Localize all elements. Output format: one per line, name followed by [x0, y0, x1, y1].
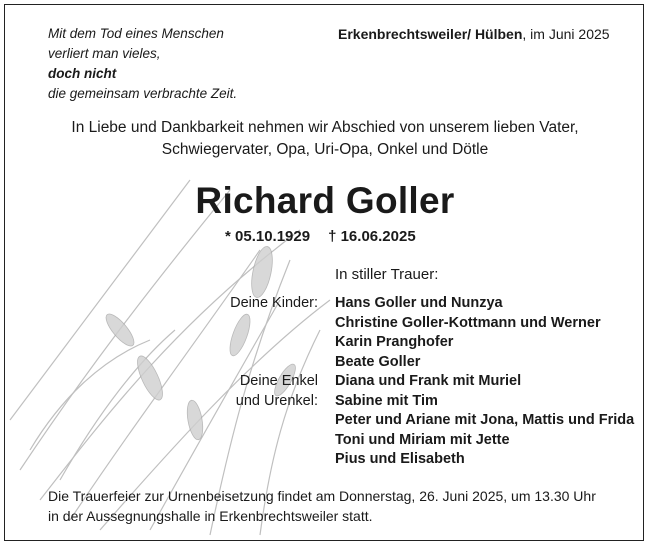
- children-label: Deine Kinder:: [230, 295, 318, 311]
- birth-date: * 05.10.1929: [225, 228, 311, 245]
- motto-line: verliert man vieles,: [48, 46, 161, 61]
- intro-line: In Liebe und Dankbarkeit nehmen wir Abschied von unserem lieben Vater,: [71, 119, 579, 136]
- mourning-heading: In stiller Trauer:: [335, 266, 439, 283]
- intro-line: Schwiegervater, Opa, Uri-Opa, Onkel und Dötle: [161, 141, 489, 158]
- death-date: † 16.06.2025: [328, 228, 416, 245]
- grandchildren-label: [148, 372, 318, 411]
- list-item: Toni und Miriam mit Jette: [335, 431, 510, 448]
- motto-verse: [48, 24, 237, 104]
- label-line: Deine Enkel: [239, 373, 318, 389]
- label-line: und Urenkel:: [235, 392, 318, 409]
- footer-line: Die Trauerfeier zur Urnenbeisetzung findet am Donnerstag, 26. Juni 2025, um 13.30 Uhr: [48, 488, 596, 504]
- footer-line: in der Aussegnungshalle in Erkenbrechtsweiler statt.: [48, 508, 373, 524]
- motto-line: Mit dem Tod eines Menschen: [48, 26, 224, 41]
- life-dates: [225, 228, 416, 245]
- date: , im Juni 2025: [522, 26, 610, 42]
- list-item: Pius und Elisabeth: [335, 451, 465, 467]
- motto-line: die gemeinsam verbrachte Zeit.: [48, 86, 238, 101]
- list-item: Christine Goller-Kottmann und Werner: [335, 314, 601, 331]
- grandchildren-list: [335, 372, 634, 470]
- list-item: Sabine mit Tim: [335, 392, 438, 409]
- intro-text: [0, 117, 650, 161]
- list-item: Beate Goller: [335, 353, 421, 370]
- motto-line: doch nicht: [48, 66, 117, 81]
- list-item: Peter und Ariane mit Jona, Mattis und Frida: [335, 412, 635, 428]
- list-item: Diana und Frank mit Muriel: [335, 373, 522, 389]
- deceased-name: Richard Goller: [195, 180, 455, 221]
- list-item: Hans Goller und Nunzya: [335, 295, 503, 311]
- funeral-info: [48, 486, 596, 526]
- place-date: [338, 24, 610, 44]
- list-item: Karin Pranghofer: [335, 334, 454, 350]
- children-list: [335, 294, 601, 372]
- place: Erkenbrechtsweiler/ Hülben: [338, 26, 523, 42]
